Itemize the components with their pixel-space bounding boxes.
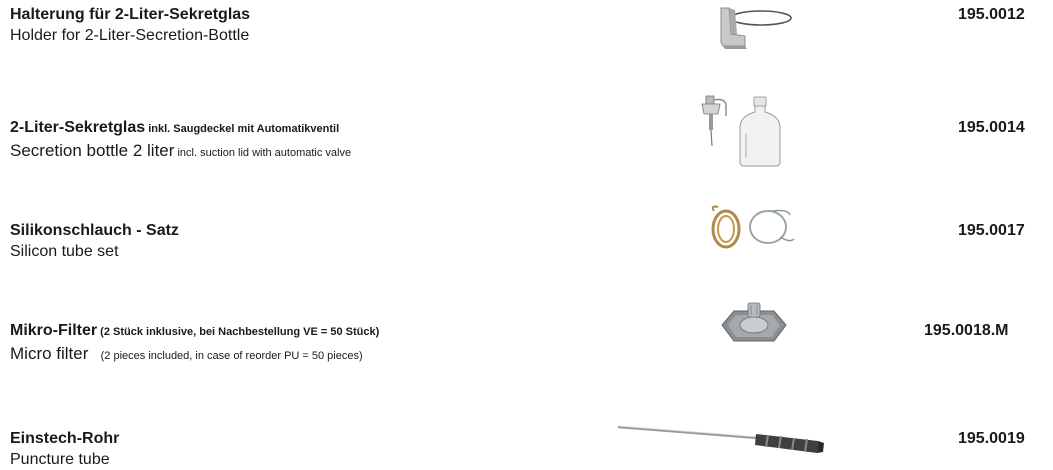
article-number: 195.0014 — [958, 119, 1025, 136]
product-description — [10, 117, 351, 164]
article-number: 195.0017 — [958, 222, 1025, 239]
german-title: Halterung für 2-Liter-Sekretglas — [10, 6, 251, 23]
german-title: 2-Liter-Sekretglas inkl. Saugdeckel mit Automatikventil — [10, 119, 340, 136]
product-item — [0, 0, 1053, 90]
product-description — [10, 4, 250, 46]
german-title: Mikro-Filter (2 Stück inklusive, bei Nachbestellung VE = 50 Stück) — [10, 322, 380, 339]
article-number: 195.0019 — [958, 430, 1025, 447]
english-title: Micro filter (2 pieces included, in case of reorder PU = 50 pieces) — [10, 344, 363, 363]
article-number: 195.0018.M — [924, 322, 1009, 339]
german-title: Silikonschlauch - Satz — [10, 222, 179, 239]
product-item — [0, 275, 1053, 375]
product-description — [10, 428, 119, 470]
suction-lid-and-glass-bottle-image — [698, 94, 788, 169]
micro-filter-image — [716, 301, 792, 351]
silicon-tubes-image — [710, 203, 800, 253]
article-number: 195.0012 — [958, 6, 1025, 23]
english-title: Silicon tube set — [10, 243, 119, 260]
bottle-holder-bracket-image — [715, 4, 795, 52]
product-item — [0, 90, 1053, 185]
english-title: Secretion bottle 2 liter incl. suction lid with automatic valve — [10, 141, 352, 160]
product-item — [0, 185, 1053, 275]
product-item — [0, 375, 1053, 468]
german-title: Einstech-Rohr — [10, 430, 120, 447]
product-description — [10, 220, 179, 262]
english-title: Puncture tube — [10, 451, 110, 468]
puncture-tube-image — [618, 421, 838, 457]
product-description — [10, 320, 379, 367]
english-title: Holder for 2-Liter-Secretion-Bottle — [10, 27, 250, 44]
